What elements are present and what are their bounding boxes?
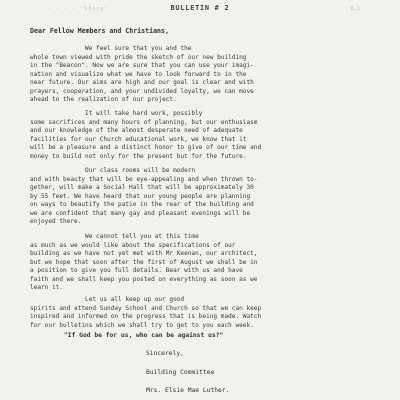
bulletin-title: BULLETIN # 2 — [170, 4, 230, 12]
paragraph-5: Let us all keep up our good spirits and attend Sunday School and Church so that we can keep inspired and informed on the progress that is being made. Watch for our bulletins which we shall try to get to you each week. — [30, 296, 262, 329]
signer-name: Mrs. Elsie Mae Luther. — [146, 387, 230, 394]
paragraph-3: Our class rooms will be modern and with beauty that will be eye-appealing and when thrown to- gether, will make a Social Hall that will be approximately 30 by 55 feet. We have heard that our young people are planning on ways to beautify the patio in the rear of the building and we are confident that many gay and pleasant evenings will be enjoyed there. — [30, 167, 258, 225]
paragraph-4: We cannot tell you at this time as much as we would like about the specifications of our building as we have not yet met with Mr Keenan, our architect, but we hope that soon after the first of August we shall be in a position to give you full details. Bear with us and have faith and we shall keep you posted on everything as soon as we learn it. — [30, 233, 258, 291]
corner-number: 6.1 — [350, 6, 360, 12]
closing: Sincerely, — [146, 350, 184, 357]
corner-mark: - - - - 'Story' — [48, 6, 109, 12]
committee-name: Building Committee — [146, 369, 215, 376]
scripture-quote: "If God be for us, who can be against us?" — [64, 332, 224, 339]
greeting: Dear Fellow Members and Christians, — [30, 27, 169, 35]
paragraph-1: We feel sure that you and the whole town viewed with pride the sketch of our new building in the "Beacon". Now we are sure that you can use your imagi- nation and visualize what we have to look forward to in the near future. Our aims are high and our goal is clear and with prayers, cooperation, and your undivided loyalty, we can move ahead to the realization of our project. — [30, 45, 254, 103]
paragraph-2: It will take hard work, possibly some sacrifices and many hours of planning, but our enthusiasm and our knowledge of the almost desperate need of adequate facilities for our Church educational work, we know that it will be a pleasure and a distinct honor to give of our time and money to build not only for the present but for the future. — [30, 110, 262, 160]
